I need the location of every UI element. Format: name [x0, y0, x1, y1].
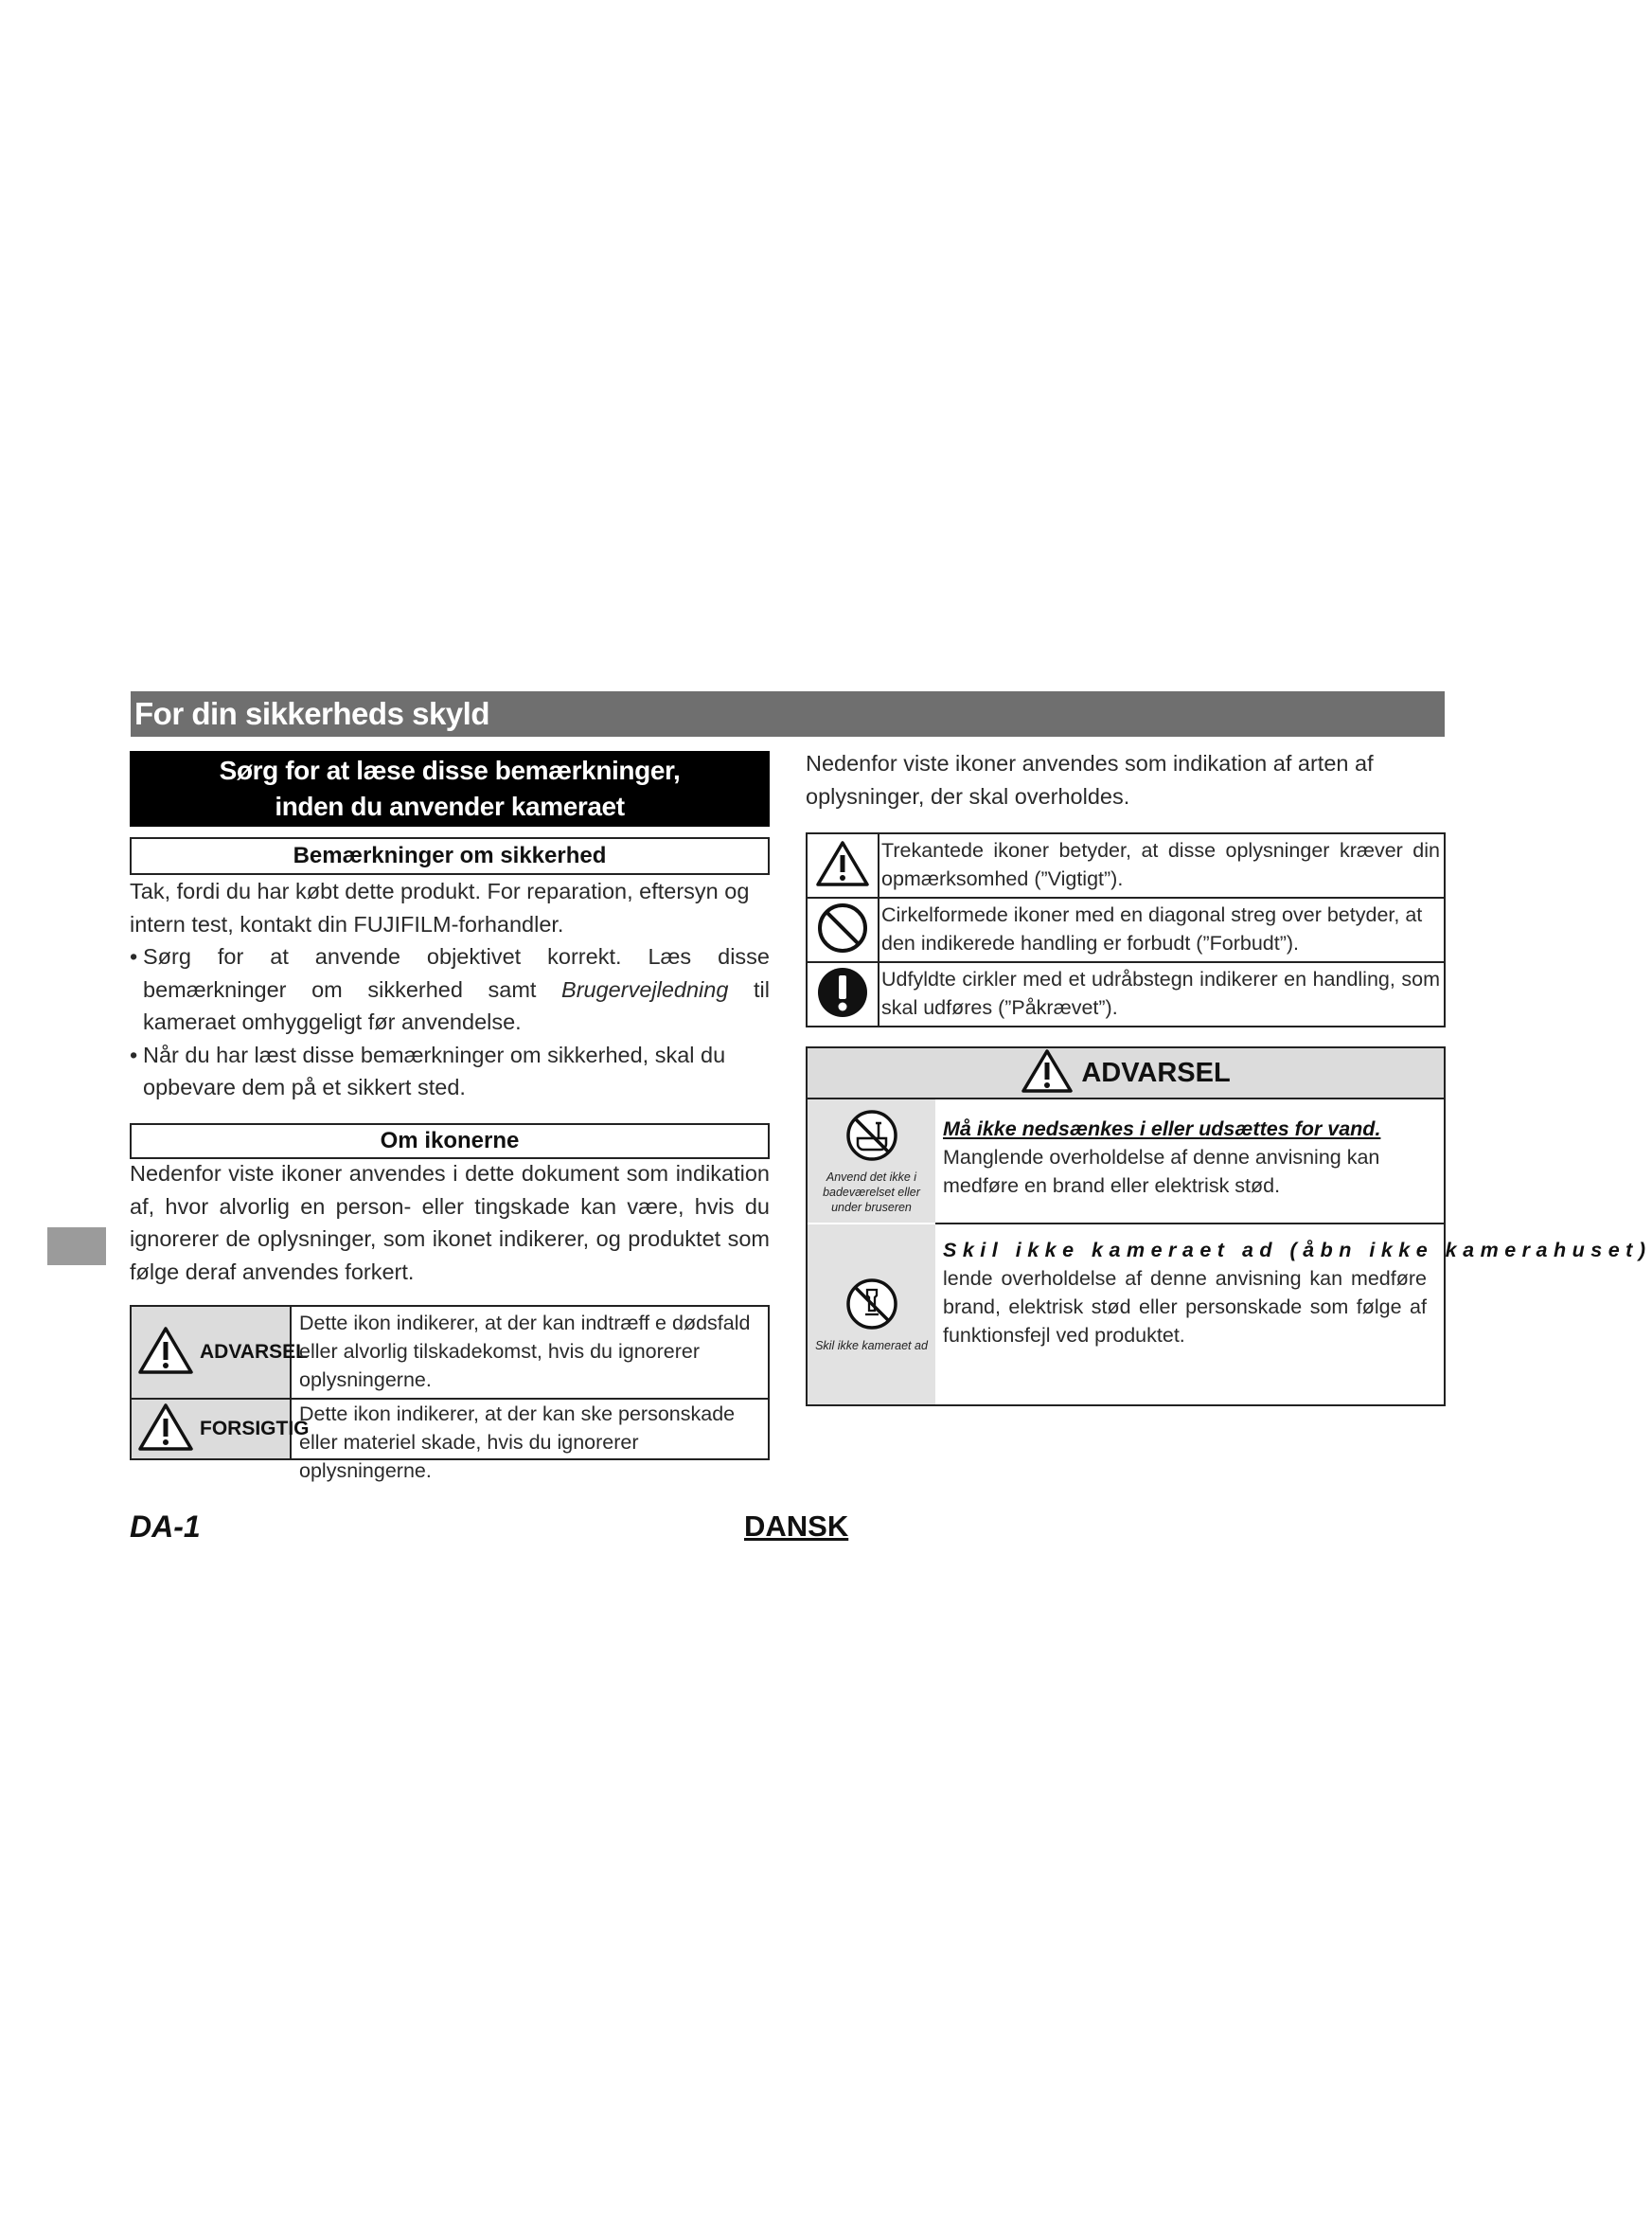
safety-notes-body	[130, 875, 770, 1104]
icon-description: Udfyldte cirkler med et udråbstegn indikerer en handling, som skal udføres (”Påkrævet”).	[881, 968, 1440, 1019]
no-water-icon	[844, 1108, 899, 1168]
filled-circle-exclamation-icon	[815, 965, 870, 1025]
language-label: DANSK	[744, 1509, 849, 1543]
warning-icon-caption: Anvend det ikke i badeværelset eller under bruseren	[823, 1170, 920, 1214]
warning-box-title: ADVARSEL	[1081, 1057, 1231, 1088]
severity-description: Dette ikon indikerer, at der kan indtræff e dødsfald eller alvorlig tilskadekomst, hvis du ignorerer oplysningerne.	[299, 1312, 751, 1391]
prohibited-circle-icon	[815, 901, 870, 960]
safety-intro-paragraph: Tak, fordi du har købt dette produkt. For reparation, eftersyn og intern test, kontakt din FUJIFILM-forhandler.	[130, 879, 750, 937]
severity-table	[130, 1305, 770, 1482]
no-disassembly-icon	[844, 1277, 899, 1336]
severity-label: FORSIGTIG	[200, 1418, 310, 1439]
caution-triangle-icon	[137, 1402, 194, 1456]
warning-item-text: Må ikke nedsænkes i eller udsættes for vand. Manglende overholdelse af denne anvisning kan medføre en brand eller elektrisk stød.	[943, 1117, 1381, 1197]
icon-description: Cirkelformede ikoner med en diagonal streg over betyder, at den indikerede handling er forbudt (”Forbudt”).	[881, 903, 1423, 955]
warning-triangle-icon	[137, 1326, 194, 1380]
icon-row-important	[808, 834, 1444, 897]
warning-item-lead: Må ikke nedsænkes i eller udsættes for vand.	[943, 1117, 1381, 1140]
severity-row-caution	[132, 1400, 768, 1482]
warning-box-header	[808, 1048, 1444, 1099]
manual-title: Brugervejledning	[561, 976, 729, 1002]
icon-row-required	[808, 963, 1444, 1026]
page-number: DA-1	[130, 1509, 201, 1544]
severity-description: Dette ikon indikerer, at der kan ske personskade eller materiel skade, hvis du ignorerer oplysningerne.	[299, 1402, 736, 1482]
section-title: For din sikkerheds skyld	[131, 691, 1445, 737]
icon-description: Trekantede ikoner betyder, at disse oplysninger kræver din opmærksomhed (”Vigtigt”).	[881, 839, 1440, 890]
language-side-tab	[47, 1227, 106, 1265]
warning-triangle-icon	[1021, 1048, 1074, 1099]
warning-icon-caption: Skil ikke kameraet ad	[815, 1338, 928, 1352]
safety-notes-heading: Bemærkninger om sikkerhed	[130, 837, 770, 875]
warning-box	[806, 1046, 1652, 1406]
read-notice-text: Sørg for at læse disse bemærkninger, inden du anvender kameraet	[219, 756, 681, 821]
read-notice-box	[130, 751, 770, 827]
warning-item	[808, 1224, 1652, 1404]
safety-bullet: • Sørg for at anvende objektivet korrekt. Læs disse bemærkninger om sikkerhed samt Brugervejledning til kameraet omhyggeligt før anvendelse.	[130, 940, 770, 1039]
icon-row-prohibited	[808, 899, 1444, 961]
icon-types-table	[806, 832, 1446, 1027]
safety-bullet: • Når du har læst disse bemærkninger om sikkerhed, skal du opbevare dem på et sikkert sted.	[130, 1039, 770, 1104]
warning-item	[808, 1099, 1444, 1223]
icons-paragraph: Nedenfor viste ikoner anvendes i dette dokument som indikation af, hvor alvorlig en person- eller tingskade kan være, hvis du ignorerer de oplysninger, som ikonet indikerer, og produktet som følge deraf anvendes forkert.	[130, 1161, 770, 1284]
severity-row-warning	[132, 1307, 768, 1398]
warning-item-text: Skil ikke kameraet ad (åbn ikke kamerahuset) lende overholdelse af denne anvisning kan medføre brand, elektrisk stød eller personskade som følge af funktionsfejl ved produktet.	[943, 1239, 1652, 1347]
triangle-exclamation-icon	[815, 840, 870, 892]
right-intro-paragraph: Nedenfor viste ikoner anvendes som indikation af arten af oplysninger, der skal overholdes.	[806, 751, 1374, 809]
severity-label: ADVARSEL	[200, 1341, 308, 1363]
icons-heading: Om ikonerne	[130, 1123, 770, 1159]
warning-item-lead: Skil ikke kameraet ad (åbn ikke kamerahuset)	[943, 1239, 1652, 1261]
